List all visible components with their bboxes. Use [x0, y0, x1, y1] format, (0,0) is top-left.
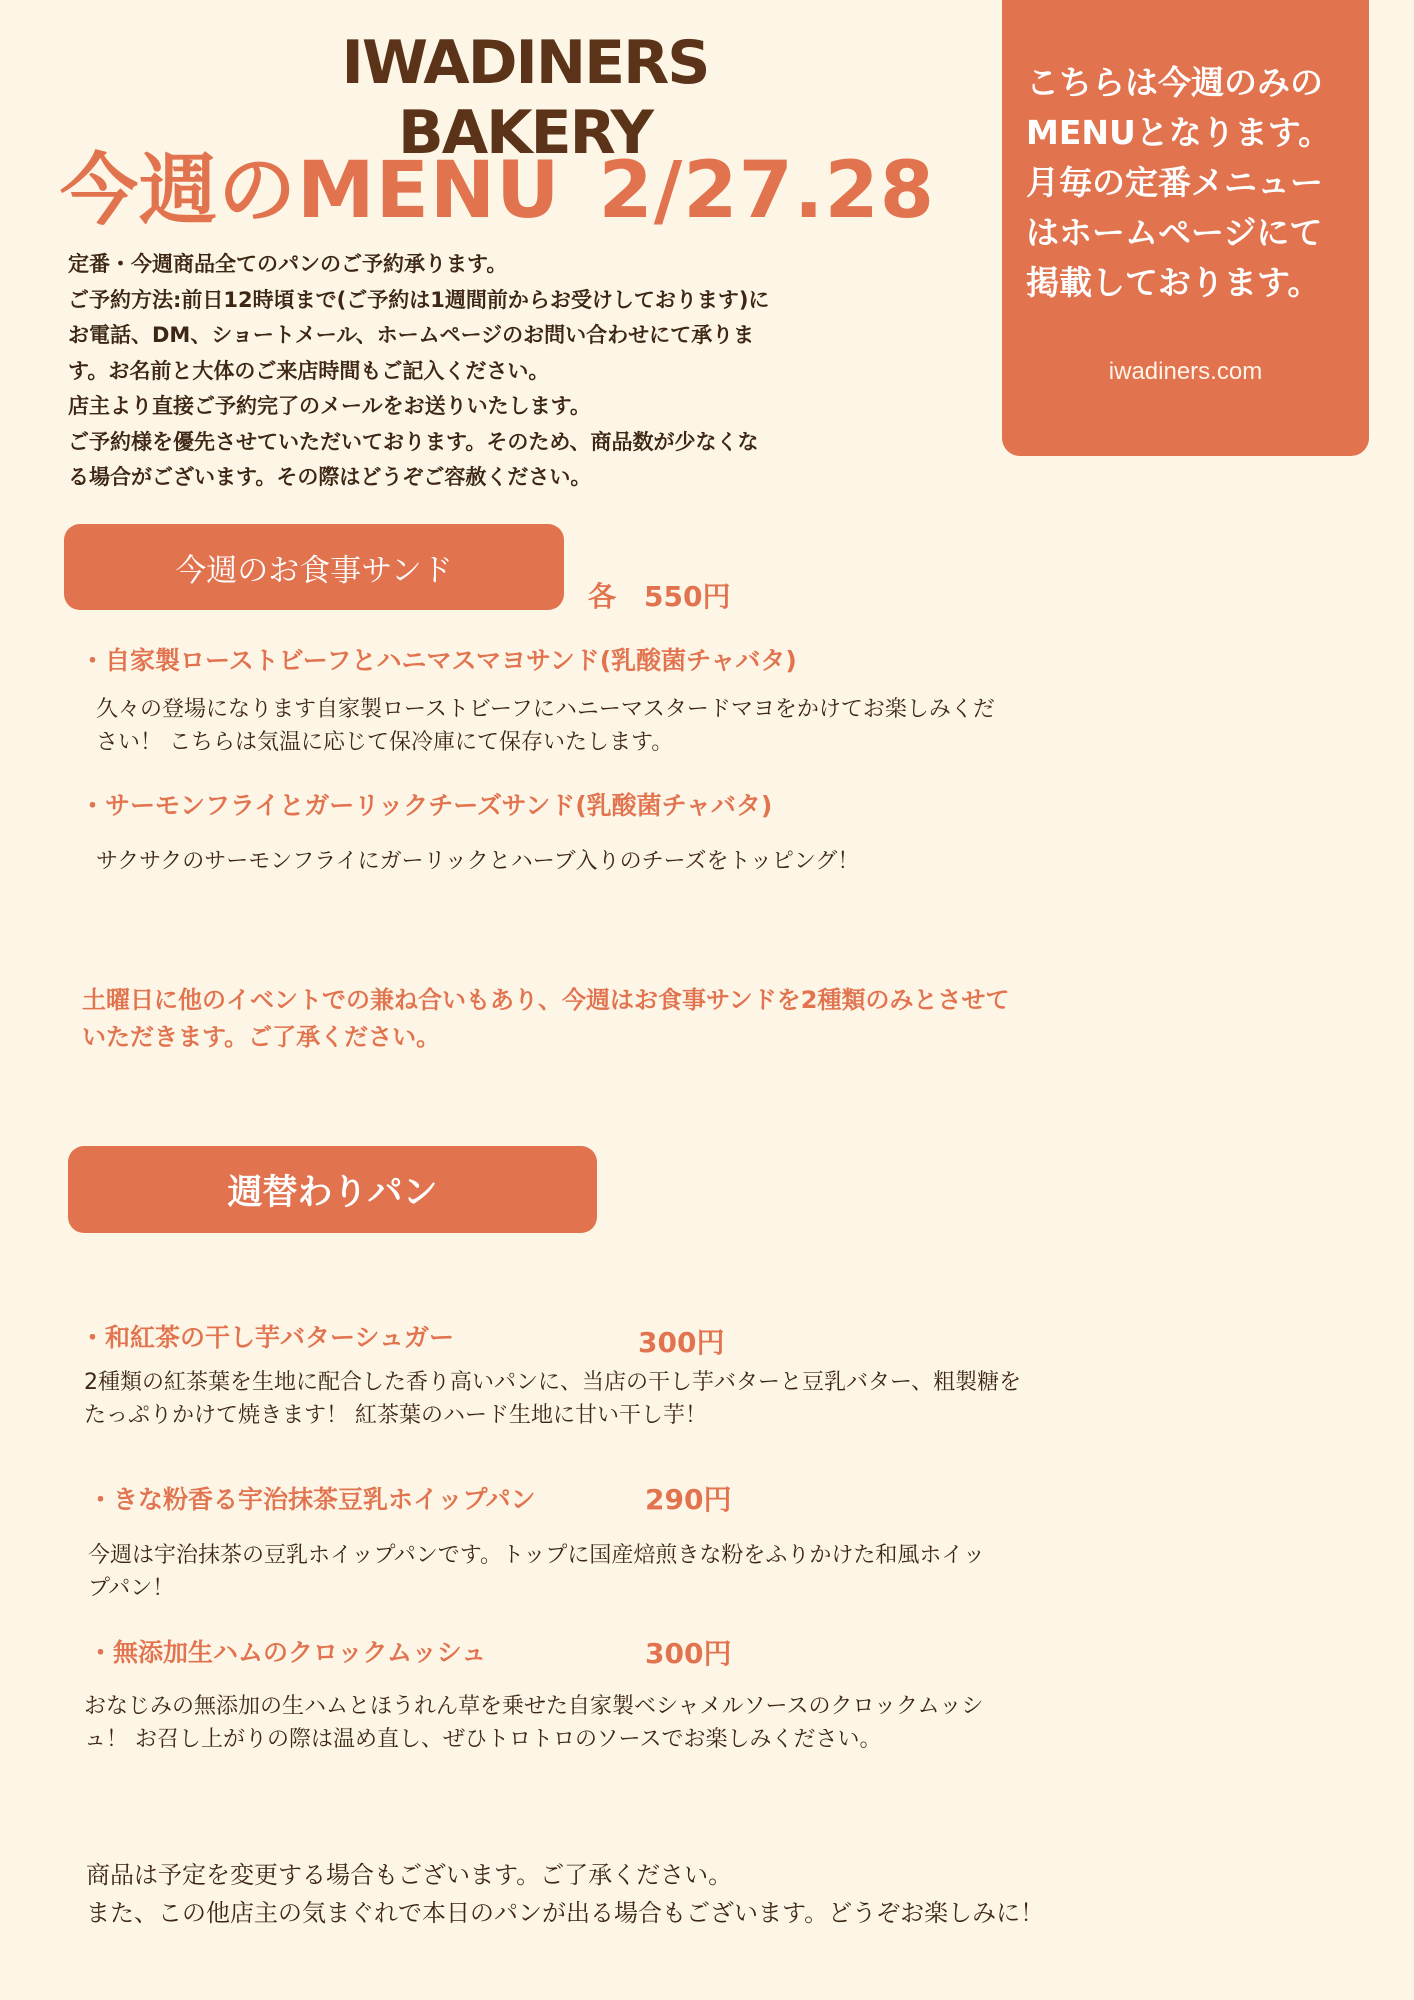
intro-line: る場合がございます。その際はどうぞご容赦ください。: [68, 465, 592, 489]
desc-line: サクサクのサーモンフライにガーリックとハーブ入りのチーズをトッピング！: [96, 849, 860, 874]
desc-line: たっぷりかけて焼きます！ 紅茶葉のハード生地に甘い干し芋！: [84, 1403, 707, 1428]
sandwich-item-desc: [96, 693, 1146, 759]
banner-line: MENUとなります。: [1026, 113, 1332, 152]
banner-line: はホームページにて: [1026, 213, 1323, 252]
intro-line: す。お名前と大体のご来店時間もご記入ください。: [68, 358, 550, 383]
banner-line: こちらは今週のみの: [1026, 63, 1323, 102]
desc-line: さい！ こちらは気温に応じて保冷庫にて保存いたします。: [96, 730, 674, 755]
bread-item-price: 290円: [645, 1483, 732, 1516]
bread-item-name: ・無添加生ハムのクロックムッシュ: [88, 1638, 487, 1667]
notice-line: いただきます。ご了承ください。: [82, 1023, 441, 1051]
desc-line: おなじみの無添加の生ハムとほうれん草を乗せた自家製ベシャメルソースのクロックムッシ: [84, 1694, 984, 1719]
sandwich-item-name: ・サーモンフライとガーリックチーズサンド(乳酸菌チャバタ): [80, 791, 773, 820]
notice-line: 土曜日に他のイベントでの兼ね合いもあり、今週はお食事サンドを2種類のみとさせて: [82, 986, 1010, 1014]
menu-title-label: 今週のMENU: [60, 146, 561, 236]
sandwich-price: 各 550円: [588, 580, 731, 613]
bread-item-desc: [88, 1539, 1188, 1605]
desc-line: ュ！ お召し上がりの際は温め直し、ぜひトロトロのソースでお楽しみください。: [84, 1727, 882, 1752]
bread-section-heading: 週替わりパン: [68, 1146, 597, 1233]
intro-line: ご予約様を優先させていただいております。そのため、商品数が少なくな: [68, 429, 759, 454]
banner-line: 月毎の定番メニュー: [1026, 163, 1323, 202]
bread-item-desc: [84, 1690, 1184, 1756]
reservation-info: [68, 247, 948, 496]
banner-text: [1026, 58, 1356, 308]
intro-line: 店主より直接ご予約完了のメールをお送りいたします。: [68, 394, 591, 418]
desc-line: プパン！: [88, 1576, 175, 1601]
sandwich-item-desc: [96, 845, 1146, 878]
desc-line: 2種類の紅茶葉を生地に配合した香り高いパンに、当店の干し芋バターと豆乳バター、粗製糖を: [84, 1370, 1022, 1395]
bread-item-desc: [84, 1366, 1234, 1432]
desc-line: 今週は宇治抹茶の豆乳ホイップパンです。トップに国産焙煎きな粉をふりかけた和風ホイッ: [88, 1543, 985, 1568]
footer-line: 商品は予定を変更する場合もございます。ご了承ください。: [86, 1861, 733, 1889]
bread-item-name: ・和紅茶の干し芋バターシュガー: [80, 1323, 455, 1352]
notice-banner: [1002, 0, 1369, 456]
banner-line: 掲載しております。: [1026, 263, 1321, 302]
sandwich-notice: [82, 982, 1132, 1056]
footer-note: [86, 1856, 1286, 1932]
bread-item-name: ・きな粉香る宇治抹茶豆乳ホイップパン: [88, 1485, 536, 1514]
website-url: iwadiners.com: [1108, 358, 1263, 385]
intro-line: ご予約方法:前日12時頃まで(ご予約は1週間前からお受けしております)に: [68, 287, 770, 312]
intro-line: お電話、DM、ショートメール、ホームページのお問い合わせにて承りま: [68, 323, 755, 347]
desc-line: 久々の登場になります自家製ローストビーフにハニーマスタードマヨをかけてお楽しみくだ: [96, 697, 995, 722]
intro-line: 定番・今週商品全てのパンのご予約承ります。: [68, 252, 508, 276]
sandwich-item-name: ・自家製ローストビーフとハニマスマヨサンド(乳酸菌チャバタ): [80, 646, 797, 675]
brand-title: IWADINERS BAKERY: [341, 28, 709, 168]
sandwich-section-heading: 今週のお食事サンド: [64, 524, 564, 610]
bread-item-price: 300円: [638, 1326, 725, 1359]
menu-date: 2/27.28: [598, 146, 936, 236]
bread-item-price: 300円: [645, 1637, 732, 1670]
footer-line: また、この他店主の気まぐれで本日のパンが出る場合もございます。どうぞお楽しみに！: [86, 1899, 1045, 1927]
menu-title: [60, 128, 935, 240]
